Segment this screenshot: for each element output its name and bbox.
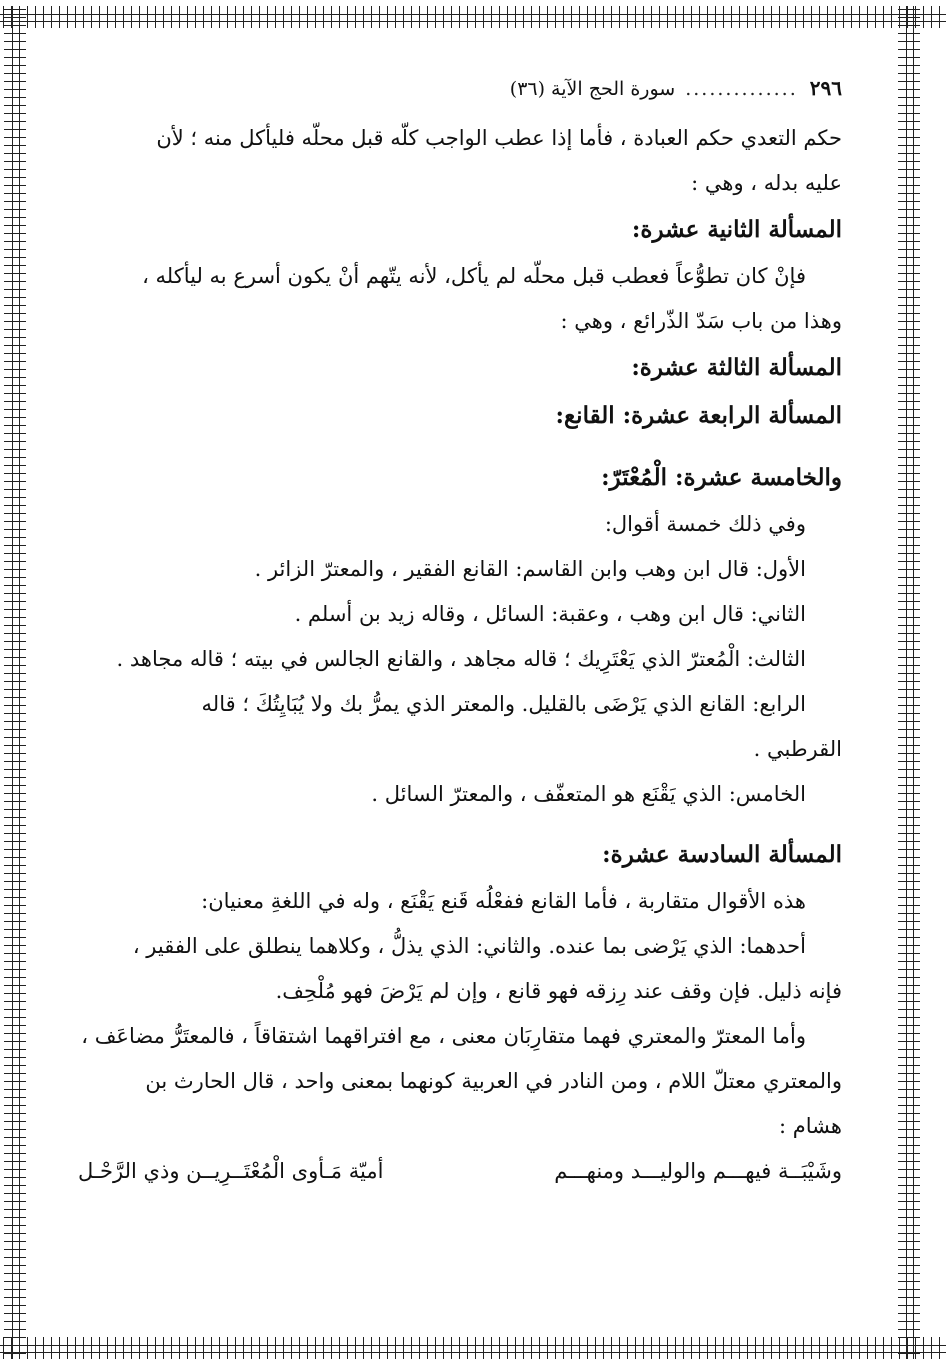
list-item: الأول: قال ابن وهب وابن القاسم: القانع الفقير ، والمعترّ الزائر . [254,557,806,581]
decorative-border-right [898,6,920,1359]
paragraph-line: أحدهما: الذي يَرْضى بما عنده. والثاني: الذي يذلُّ ، وكلاهما ينطلق على الفقير ، [132,934,806,958]
list-item: الرابع: القانع الذي يَرْضَى بالقليل. والمعتر الذي يمرُّ بك ولا يُبَايِتُكَ ؛ قاله [201,692,806,716]
list-item: الثاني: قال ابن وهب ، وعقبة: السائل ، وقاله زيد بن أسلم . [294,602,806,626]
paragraph-line: وفي ذلك خمسة أقوال: [604,512,806,536]
poetry-verse [78,1149,842,1194]
section-heading: المسألة الثانية عشرة: [631,216,842,243]
paragraph-line: والمعتري معتلّ اللام ، ومن النادر في العربية كونهما بمعنى واحد ، قال الحارث بن [145,1069,842,1093]
paragraph-line: هذه الأقوال متقاربة ، فأما القانع ففعْلُه قَنع يَقْنَع ، وله في اللغةِ معنيان: [201,889,806,913]
paragraph-line: عليه بدله ، وهي : [691,171,842,195]
paragraph-line: فإنْ كان تطوُّعاً فعطب قبل محلّه لم يأكل، لأنه يتّهم أنْ يكون أسرع به ليأكله ، [142,264,806,288]
section-heading: المسألة السادسة عشرة: [602,841,842,868]
spacer [78,440,842,454]
verse-first-hemistich: وشَيْبَــة فيهـــم والوليـــد ومنهـــم [554,1159,842,1183]
paragraph-line: وهذا من باب سَدّ الذّرائع ، وهي : [560,309,842,333]
section-heading: المسألة الثالثة عشرة: [631,354,842,381]
page-header [78,76,842,116]
section-heading: المسألة الرابعة عشرة: القانع: [555,402,842,429]
header-right-group [510,76,842,100]
paragraph-line: هشام : [779,1114,842,1138]
paragraph-line: وأما المعترّ والمعتري فهما متقارِبَان معنى ، مع افتراقهما اشتقاقاً ، فالمعتَرُّ مضاعَف ، [81,1024,806,1048]
page-content [78,76,842,1194]
list-item: الخامس: الذي يَقْنَع هو المتعفّف ، والمعترّ السائل . [371,782,806,806]
page-number: ٢٩٦ [809,76,842,100]
section-heading: والخامسة عشرة: الْمُعْتَرّ: [601,464,842,491]
spacer [78,817,842,831]
running-title: سورة الحج الآية (٣٦) [509,78,676,100]
paragraph-line: القرطبي . [753,737,842,761]
decorative-border-left [4,6,26,1359]
verse-second-hemistich: أميّة مَـأوى الْمُعْتَــرِيــن وذي الرَّحْـل [78,1159,384,1183]
paragraph-line: فإنه ذليل. فإن وقف عند رِزقه فهو قانع ، وإن لم يَرْضَ فهو مُلْحِف. [275,979,842,1003]
decorative-border-bottom [0,1337,946,1359]
list-item: الثالث: الْمُعترّ الذي يَعْتَرِيك ؛ قاله مجاهد ، والقانع الجالس في بيته ؛ قاله مجاهد . [116,647,806,671]
header-dots: .............. [685,78,798,100]
decorative-border-top [0,6,946,28]
paragraph-line: حكم التعدي حكم العبادة ، فأما إذا عطب الواجب كلّه قبل محلّه فليأكل منه ؛ لأن [156,126,842,150]
